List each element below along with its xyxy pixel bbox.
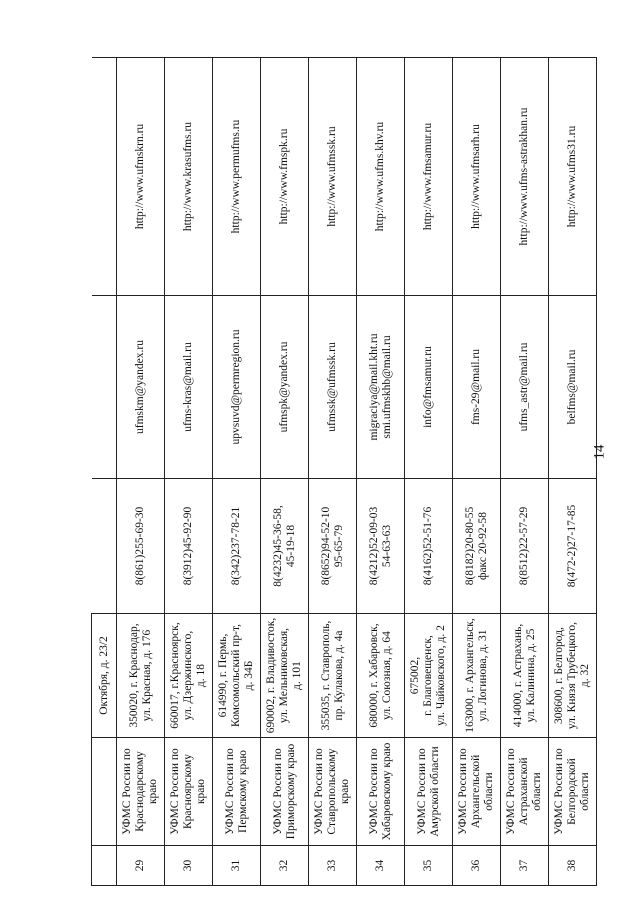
address-cell-line: ул. Дзержинского, xyxy=(182,630,194,721)
org-name-cell-line: Пермскому краю xyxy=(236,750,249,833)
email-cell-line: upvsuvd@permregion.ru xyxy=(230,329,242,445)
row-number-cell: 30 xyxy=(165,846,213,886)
website-cell: http://www.ufms31.ru xyxy=(549,58,597,296)
continuation-phone-cell xyxy=(92,479,117,614)
row-number-cell: 33 xyxy=(309,846,357,886)
email-cell xyxy=(261,296,309,479)
org-name-cell xyxy=(453,738,501,846)
org-name-cell xyxy=(549,738,597,846)
org-name-cell xyxy=(501,738,549,846)
row-number-cell: 36 xyxy=(453,846,501,886)
address-cell xyxy=(453,614,501,738)
phone-cell xyxy=(549,479,597,614)
email-cell xyxy=(405,296,453,479)
phone-cell-line: 45-19-18 xyxy=(284,524,297,568)
email-cell-line: ufmskm@yandex.ru xyxy=(134,340,146,434)
email-cell-line: migraciya@mail.kht.ru xyxy=(367,333,380,441)
continuation-num-cell xyxy=(92,846,117,886)
address-cell xyxy=(357,614,405,738)
phone-cell xyxy=(165,479,213,614)
org-name-cell-line: Амурской области xyxy=(428,746,441,837)
phone-cell-line: 54-63-63 xyxy=(380,524,393,568)
address-cell-line: ул. Калинина, д. 25 xyxy=(524,628,537,723)
address-cell-line: 690002, г. Владивосток, xyxy=(265,617,277,734)
email-cell-line: smi.ufmskhb@mail.ru xyxy=(380,335,393,439)
phone-cell xyxy=(501,479,549,614)
email-cell-line: info@fmsamur.ru xyxy=(422,346,434,428)
phone-cell-line: 8(3912)45-92-90 xyxy=(182,506,194,586)
address-cell xyxy=(165,614,213,738)
email-cell xyxy=(549,296,597,479)
org-name-cell-line: Хабаровскому краю xyxy=(380,742,393,841)
org-name-cell-line: УФМС России по xyxy=(271,748,284,835)
phone-cell-line: 8(4232)45-36-58, xyxy=(271,505,284,587)
address-cell-line: ул. Князя Трубецкого, xyxy=(566,621,578,730)
address-cell-line: 614990, г. Пермь, xyxy=(217,633,229,718)
row-number-cell: 38 xyxy=(549,846,597,886)
email-cell-line: fms-29@mail.ru xyxy=(470,348,482,426)
table-row xyxy=(309,58,357,886)
email-cell-line: ufmssk@ufmssk.ru xyxy=(326,342,338,432)
phone-cell xyxy=(357,479,405,614)
phone-cell-line: 8(8182)20-80-55 xyxy=(463,506,476,586)
page-number: 14 xyxy=(591,444,608,460)
table-row xyxy=(213,58,261,886)
address-cell-line: 350020, г. Краснодар, xyxy=(127,623,140,728)
rotated-table-wrapper xyxy=(91,58,591,886)
phone-cell-line: факс 20-92-58 xyxy=(476,512,489,580)
website-cell: http://www.fmsamur.ru xyxy=(405,58,453,296)
table-row xyxy=(501,58,549,886)
address-cell-line: д. 101 xyxy=(291,661,303,690)
address-cell-line: ул. Красная, д. 176 xyxy=(140,629,153,722)
email-cell xyxy=(357,296,405,479)
continuation-site-cell xyxy=(92,58,117,296)
row-number-cell: 32 xyxy=(261,846,309,886)
address-cell-line: 680000, г. Хабаровск, xyxy=(367,623,380,728)
website-cell: http://www.krasufms.ru xyxy=(165,58,213,296)
continuation-org-cell xyxy=(92,738,117,846)
website-cell: http://www.ufmsarh.ru xyxy=(453,58,501,296)
address-cell-line: г. Благовещенск, xyxy=(422,635,434,716)
row-number-cell: 29 xyxy=(117,846,165,886)
org-name-cell-line: УФМС России по xyxy=(169,748,181,835)
org-name-cell-line: Архангельской области xyxy=(470,754,495,829)
row-number-cell: 35 xyxy=(405,846,453,886)
email-cell xyxy=(165,296,213,479)
phone-cell xyxy=(213,479,261,614)
website-cell: http://www.fmspk.ru xyxy=(261,58,309,296)
phone-cell-line: 8(861)255-69-30 xyxy=(134,506,146,586)
table-row xyxy=(453,58,501,886)
org-name-cell-line: УФМС России по xyxy=(553,748,565,835)
phone-cell-line: 8(342)237-78-21 xyxy=(230,506,242,586)
org-name-cell-line: Ставропольскому краю xyxy=(326,748,351,835)
email-cell xyxy=(213,296,261,479)
org-name-cell-line: УФМС России по xyxy=(505,748,517,835)
website-cell: http://www.ufms-astrakhan.ru xyxy=(501,58,549,296)
address-cell xyxy=(213,614,261,738)
table-row xyxy=(165,58,213,886)
phone-cell-line: 8(4162)52-51-76 xyxy=(422,506,434,586)
org-name-cell-line: УФМС России по xyxy=(223,748,236,835)
org-name-cell-line: Краснодарскому краю xyxy=(134,751,159,832)
phone-cell-line: 95-65-79 xyxy=(332,524,345,568)
org-name-cell-line: УФМС России по xyxy=(121,748,133,835)
table-row xyxy=(405,58,453,886)
email-cell-line: ufms_astr@mail.ru xyxy=(518,342,530,432)
email-cell-line: belfms@mail.ru xyxy=(566,349,578,425)
address-cell-line: ул. Чайковского, д. 2 xyxy=(435,625,447,726)
org-name-cell-line: УФМС России по xyxy=(367,748,380,835)
org-name-cell-line: УФМС России по xyxy=(457,748,469,835)
website-cell: http://www.ufmssk.ru xyxy=(309,58,357,296)
address-cell-line: д. 32 xyxy=(579,663,591,688)
address-cell xyxy=(117,614,165,738)
org-name-cell-line: УФМС России по xyxy=(313,748,325,835)
continuation-address-cell: Октября, д. 23/2 xyxy=(92,614,117,738)
address-cell-line: д. 18 xyxy=(195,663,207,688)
address-cell-line: 675002, xyxy=(409,656,421,695)
website-cell: http://www.ufms.khv.ru xyxy=(357,58,405,296)
email-cell-line: ufmspk@yandex.ru xyxy=(278,341,290,433)
email-cell xyxy=(117,296,165,479)
phone-cell xyxy=(261,479,309,614)
table-row xyxy=(117,58,165,886)
org-name-cell-line: Астраханской области xyxy=(518,757,543,826)
row-number-cell: 37 xyxy=(501,846,549,886)
address-cell-line: Комсомольский пр-т, xyxy=(230,623,242,728)
continuation-row xyxy=(92,58,117,886)
org-name-cell xyxy=(213,738,261,846)
org-name-cell-line: Белгородской области xyxy=(566,758,591,825)
table-row xyxy=(357,58,405,886)
continuation-email-cell xyxy=(92,296,117,479)
table-row xyxy=(549,58,597,886)
table-body xyxy=(92,58,597,886)
address-cell-line: 355035, г. Ставрополь, xyxy=(319,620,332,731)
org-name-cell xyxy=(165,738,213,846)
org-name-cell xyxy=(261,738,309,846)
phone-cell-line: 8(8512)22-57-29 xyxy=(518,506,530,586)
org-name-cell xyxy=(357,738,405,846)
row-number-cell: 34 xyxy=(357,846,405,886)
email-cell xyxy=(453,296,501,479)
address-cell-line: 163000, г. Архангельск, xyxy=(463,618,476,733)
org-name-cell xyxy=(309,738,357,846)
address-cell xyxy=(261,614,309,738)
email-cell xyxy=(501,296,549,479)
address-cell-line: пр. Кулакова, д. 4а xyxy=(332,630,345,721)
org-name-cell-line: Приморскому краю xyxy=(284,743,297,840)
address-cell xyxy=(309,614,357,738)
address-cell xyxy=(405,614,453,738)
website-cell: http://www.ufmskrn.ru xyxy=(117,58,165,296)
table-row xyxy=(261,58,309,886)
address-cell-line: 414000, г. Астрахань, xyxy=(511,623,524,728)
row-number-cell: 31 xyxy=(213,846,261,886)
address-cell-line: ул. Логинова, д. 31 xyxy=(476,629,489,722)
email-cell xyxy=(309,296,357,479)
phone-cell-line: 8(4212)52-09-03 xyxy=(367,506,380,586)
address-cell-line: 660017, г.Красноярск, xyxy=(169,622,181,729)
phone-cell xyxy=(405,479,453,614)
address-cell-line: д. 34Б xyxy=(243,660,255,691)
phone-cell xyxy=(453,479,501,614)
address-cell-line: 308600, г. Белгород, xyxy=(553,627,565,724)
ufms-contacts-table xyxy=(91,57,597,886)
org-name-cell-line: УФМС России по xyxy=(415,748,428,835)
phone-cell-line: 8(472-2)27-17-85 xyxy=(566,504,578,588)
phone-cell xyxy=(117,479,165,614)
address-cell xyxy=(501,614,549,738)
phone-cell xyxy=(309,479,357,614)
org-name-cell xyxy=(405,738,453,846)
address-cell xyxy=(549,614,597,738)
phone-cell-line: 8(8652)94-52-10 xyxy=(319,506,332,586)
org-name-cell-line: Красноярскому краю xyxy=(182,753,207,830)
address-cell-line: ул. Союзная, д. 64 xyxy=(380,631,393,720)
website-cell: http://www.permufms.ru xyxy=(213,58,261,296)
address-cell-line: ул. Мельниковская, xyxy=(278,627,290,724)
org-name-cell xyxy=(117,738,165,846)
email-cell-line: ufms-kras@mail.ru xyxy=(182,342,194,432)
